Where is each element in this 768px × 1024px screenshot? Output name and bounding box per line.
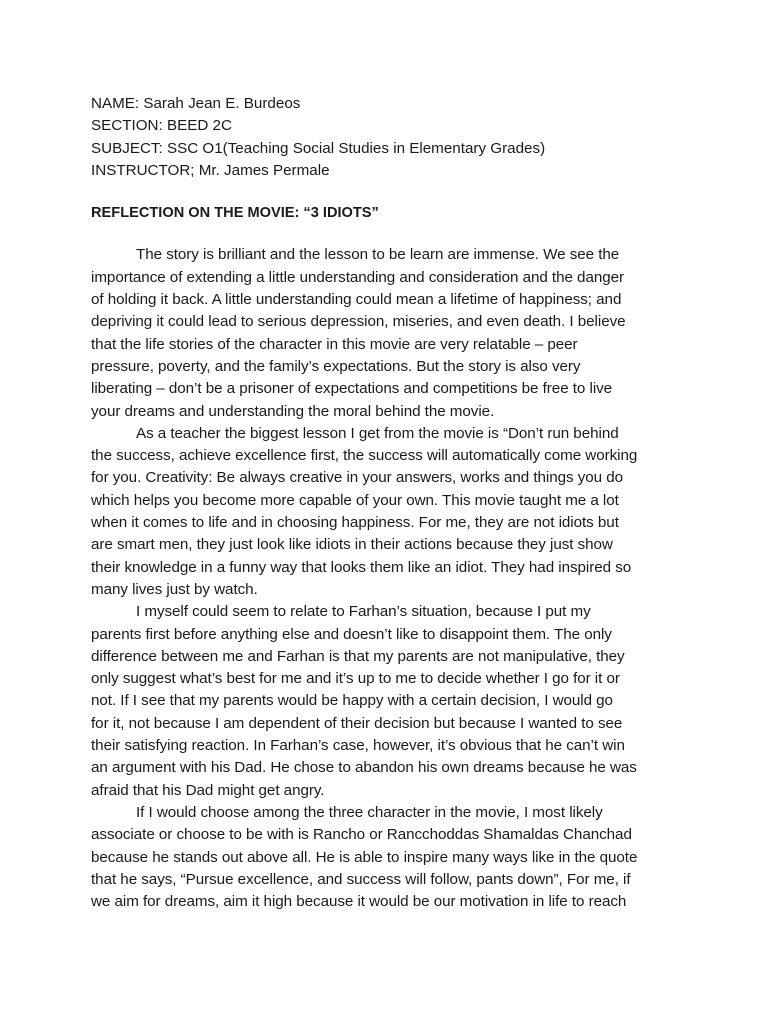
paragraph-line: difference between me and Farhan is that my parents are not manipulative, they <box>91 647 625 665</box>
paragraph-line: are smart men, they just look like idiots in their actions because they just show <box>91 536 613 554</box>
paragraph-line: that the life stories of the character in this movie are very relatable – peer <box>91 335 578 353</box>
paragraph-line: afraid that his Dad might get angry. <box>91 781 325 799</box>
paragraph-line: If I would choose among the three character in the movie, I most likely <box>136 803 603 821</box>
subject-line: SUBJECT: SSC O1(Teaching Social Studies in Elementary Grades) <box>91 139 546 157</box>
paragraph-line: their satisfying reaction. In Farhan’s case, however, it’s obvious that he can’t win <box>91 737 625 755</box>
paragraph-line: depriving it could lead to serious depression, miseries, and even death. I believe <box>91 313 626 331</box>
paragraph-line: parents first before anything else and doesn’t like to disappoint them. The only <box>91 625 612 643</box>
reflection-title: REFLECTION ON THE MOVIE: “3 IDIOTS” <box>91 205 379 222</box>
paragraph-line: many lives just by watch. <box>91 580 258 598</box>
section-line: SECTION: BEED 2C <box>91 117 232 135</box>
paragraph-line: pressure, poverty, and the family’s expectations. But the story is also very <box>91 357 581 375</box>
paragraph-line: the success, achieve excellence first, the success will automatically come working <box>91 447 638 465</box>
paragraph-line: we aim for dreams, aim it high because it would be our motivation in life to reach <box>91 893 627 911</box>
paragraph-line: your dreams and understanding the moral behind the movie. <box>91 402 495 420</box>
paragraph-line: which helps you become more capable of your own. This movie taught me a lot <box>91 491 619 509</box>
paragraph-line: not. If I see that my parents would be happy with a certain decision, I would go <box>91 692 613 710</box>
paragraph-line: The story is brilliant and the lesson to be learn are immense. We see the <box>136 246 620 264</box>
body-paragraph <box>91 423 687 601</box>
paragraph-line: because he stands out above all. He is able to inspire many ways like in the quote <box>91 848 638 866</box>
paragraph-line: only suggest what’s best for me and it’s up to me to decide whether I go for it or <box>91 670 620 688</box>
paragraph-line: of holding it back. A little understanding could mean a lifetime of happiness; and <box>91 291 622 309</box>
paragraph-line: importance of extending a little understanding and consideration and the danger <box>91 268 625 286</box>
reflection-body <box>91 244 687 913</box>
paragraph-line: for you. Creativity: Be always creative in your answers, works and things you do <box>91 469 624 487</box>
paragraph-line: associate or choose to be with is Rancho or Rancchoddas Shamaldas Chanchad <box>91 826 632 844</box>
paragraph-line: when it comes to life and in choosing happiness. For me, they are not idiots but <box>91 514 619 532</box>
instructor-line: INSTRUCTOR; Mr. James Permale <box>91 161 330 179</box>
paragraph-line: an argument with his Dad. He chose to abandon his own dreams because he was <box>91 759 637 777</box>
body-paragraph <box>91 244 687 422</box>
body-paragraph <box>91 802 687 913</box>
paragraph-line: for it, not because I am dependent of their decision but because I wanted to see <box>91 714 623 732</box>
name-line: NAME: Sarah Jean E. Burdeos <box>91 95 301 112</box>
body-paragraph <box>91 601 687 802</box>
paragraph-line: their knowledge in a funny way that looks them like an idiot. They had inspired so <box>91 558 632 576</box>
paragraph-line: I myself could seem to relate to Farhan’s situation, because I put my <box>136 603 591 621</box>
paragraph-line: that he says, “Pursue excellence, and success will follow, pants down”, For me, if <box>91 870 631 888</box>
paragraph-line: As a teacher the biggest lesson I get from the movie is “Don’t run behind <box>136 424 619 442</box>
document-content <box>91 93 687 913</box>
paragraph-line: liberating – don’t be a prisoner of expectations and competitions be free to live <box>91 380 613 398</box>
